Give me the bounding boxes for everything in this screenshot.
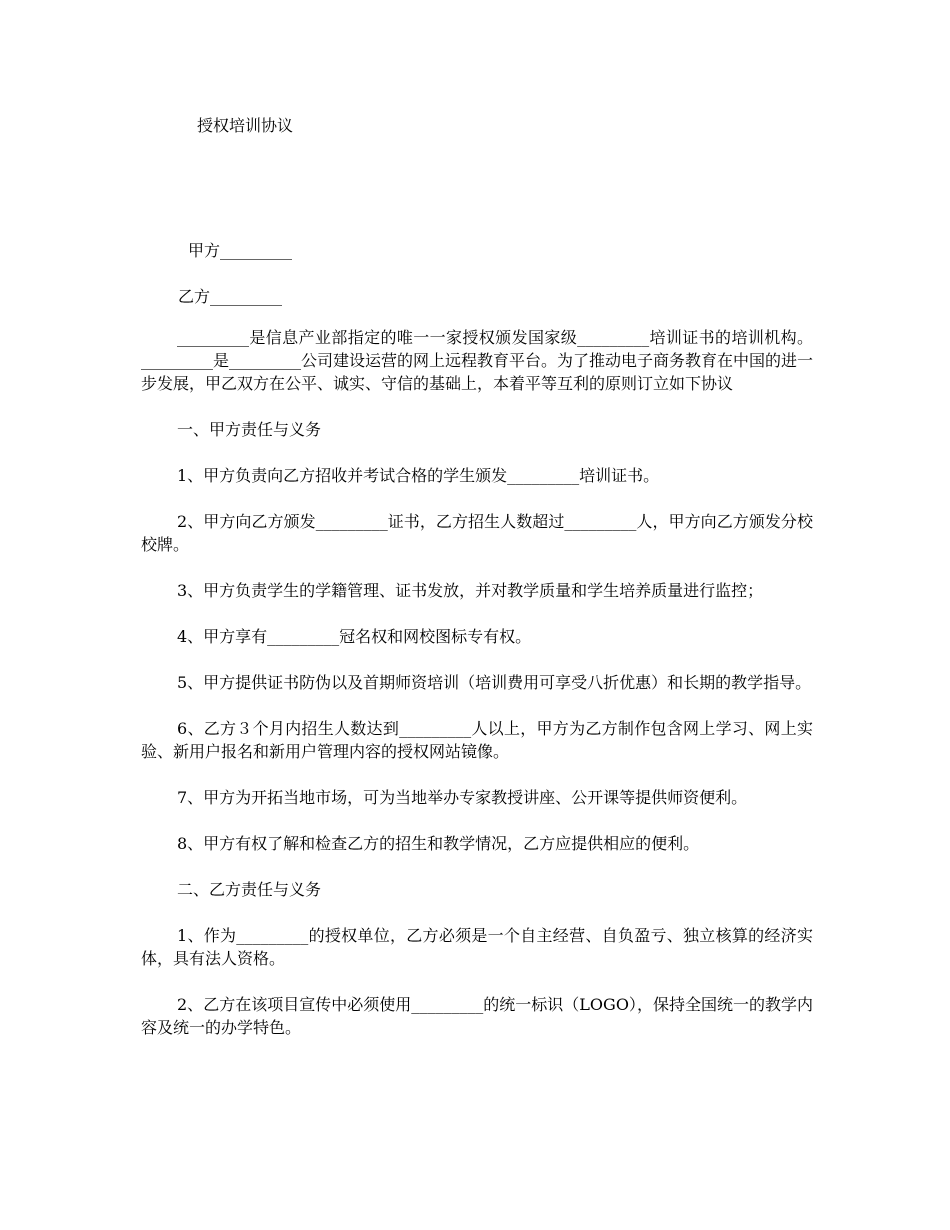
document-title: 授权培训协议 [197, 116, 294, 135]
clause-a-8: 8、甲方有权了解和检查乙方的招生和教学情况，乙方应提供相应的便利。 [177, 834, 700, 853]
clause-a-7: 7、甲方为开拓当地市场，可为当地举办专家教授讲座、公开课等提供师资便利。 [177, 788, 748, 807]
intro-paragraph: _________是信息产业部指定的唯一一家授权颁发国家级_________培训证书的培训机构。_________是_________公司建设运营的网上远程教育平台。为了推动电子商务教育在中国的进一步发展，甲乙双方在公平、诚实、守信的基础上，本着平等互利的原则订立如下协议 [141, 328, 814, 393]
clause-a-5: 5、甲方提供证书防伪以及首期师资培训（培训费用可享受八折优惠）和长期的教学指导。 [177, 673, 812, 692]
clause-a-3: 3、甲方负责学生的学籍管理、证书发放，并对教学质量和学生培养质量进行监控； [177, 581, 764, 600]
clause-a-6: 6、乙方３个月内招生人数达到_________人以上，甲方为乙方制作包含网上学习、网上实验、新用户报名和新用户管理内容的授权网站镜像。 [141, 719, 813, 761]
party-a-line: 甲方_________ [188, 241, 293, 260]
clause-a-1: 1、甲方负责向乙方招收并考试合格的学生颁发_________培训证书。 [177, 466, 660, 485]
section-heading-party-b: 二、乙方责任与义务 [177, 880, 322, 899]
clause-a-4: 4、甲方享有_________冠名权和网校图标专有权。 [177, 627, 532, 646]
clause-b-2: 2、乙方在该项目宣传中必须使用_________的统一标识（LOGO），保持全国统一的教学内容及统一的办学特色。 [141, 995, 813, 1037]
clause-b-1: 1、作为_________的授权单位，乙方必须是一个自主经营、自负盈亏、独立核算的经济实体，具有法人资格。 [141, 926, 813, 968]
section-heading-party-a: 一、甲方责任与义务 [177, 420, 322, 439]
agreement-body [141, 326, 813, 1062]
party-b-line: 乙方_________ [178, 287, 283, 306]
clause-a-2: 2、甲方向乙方颁发_________证书，乙方招生人数超过_________人，甲方向乙方颁发分校校牌。 [141, 512, 813, 554]
